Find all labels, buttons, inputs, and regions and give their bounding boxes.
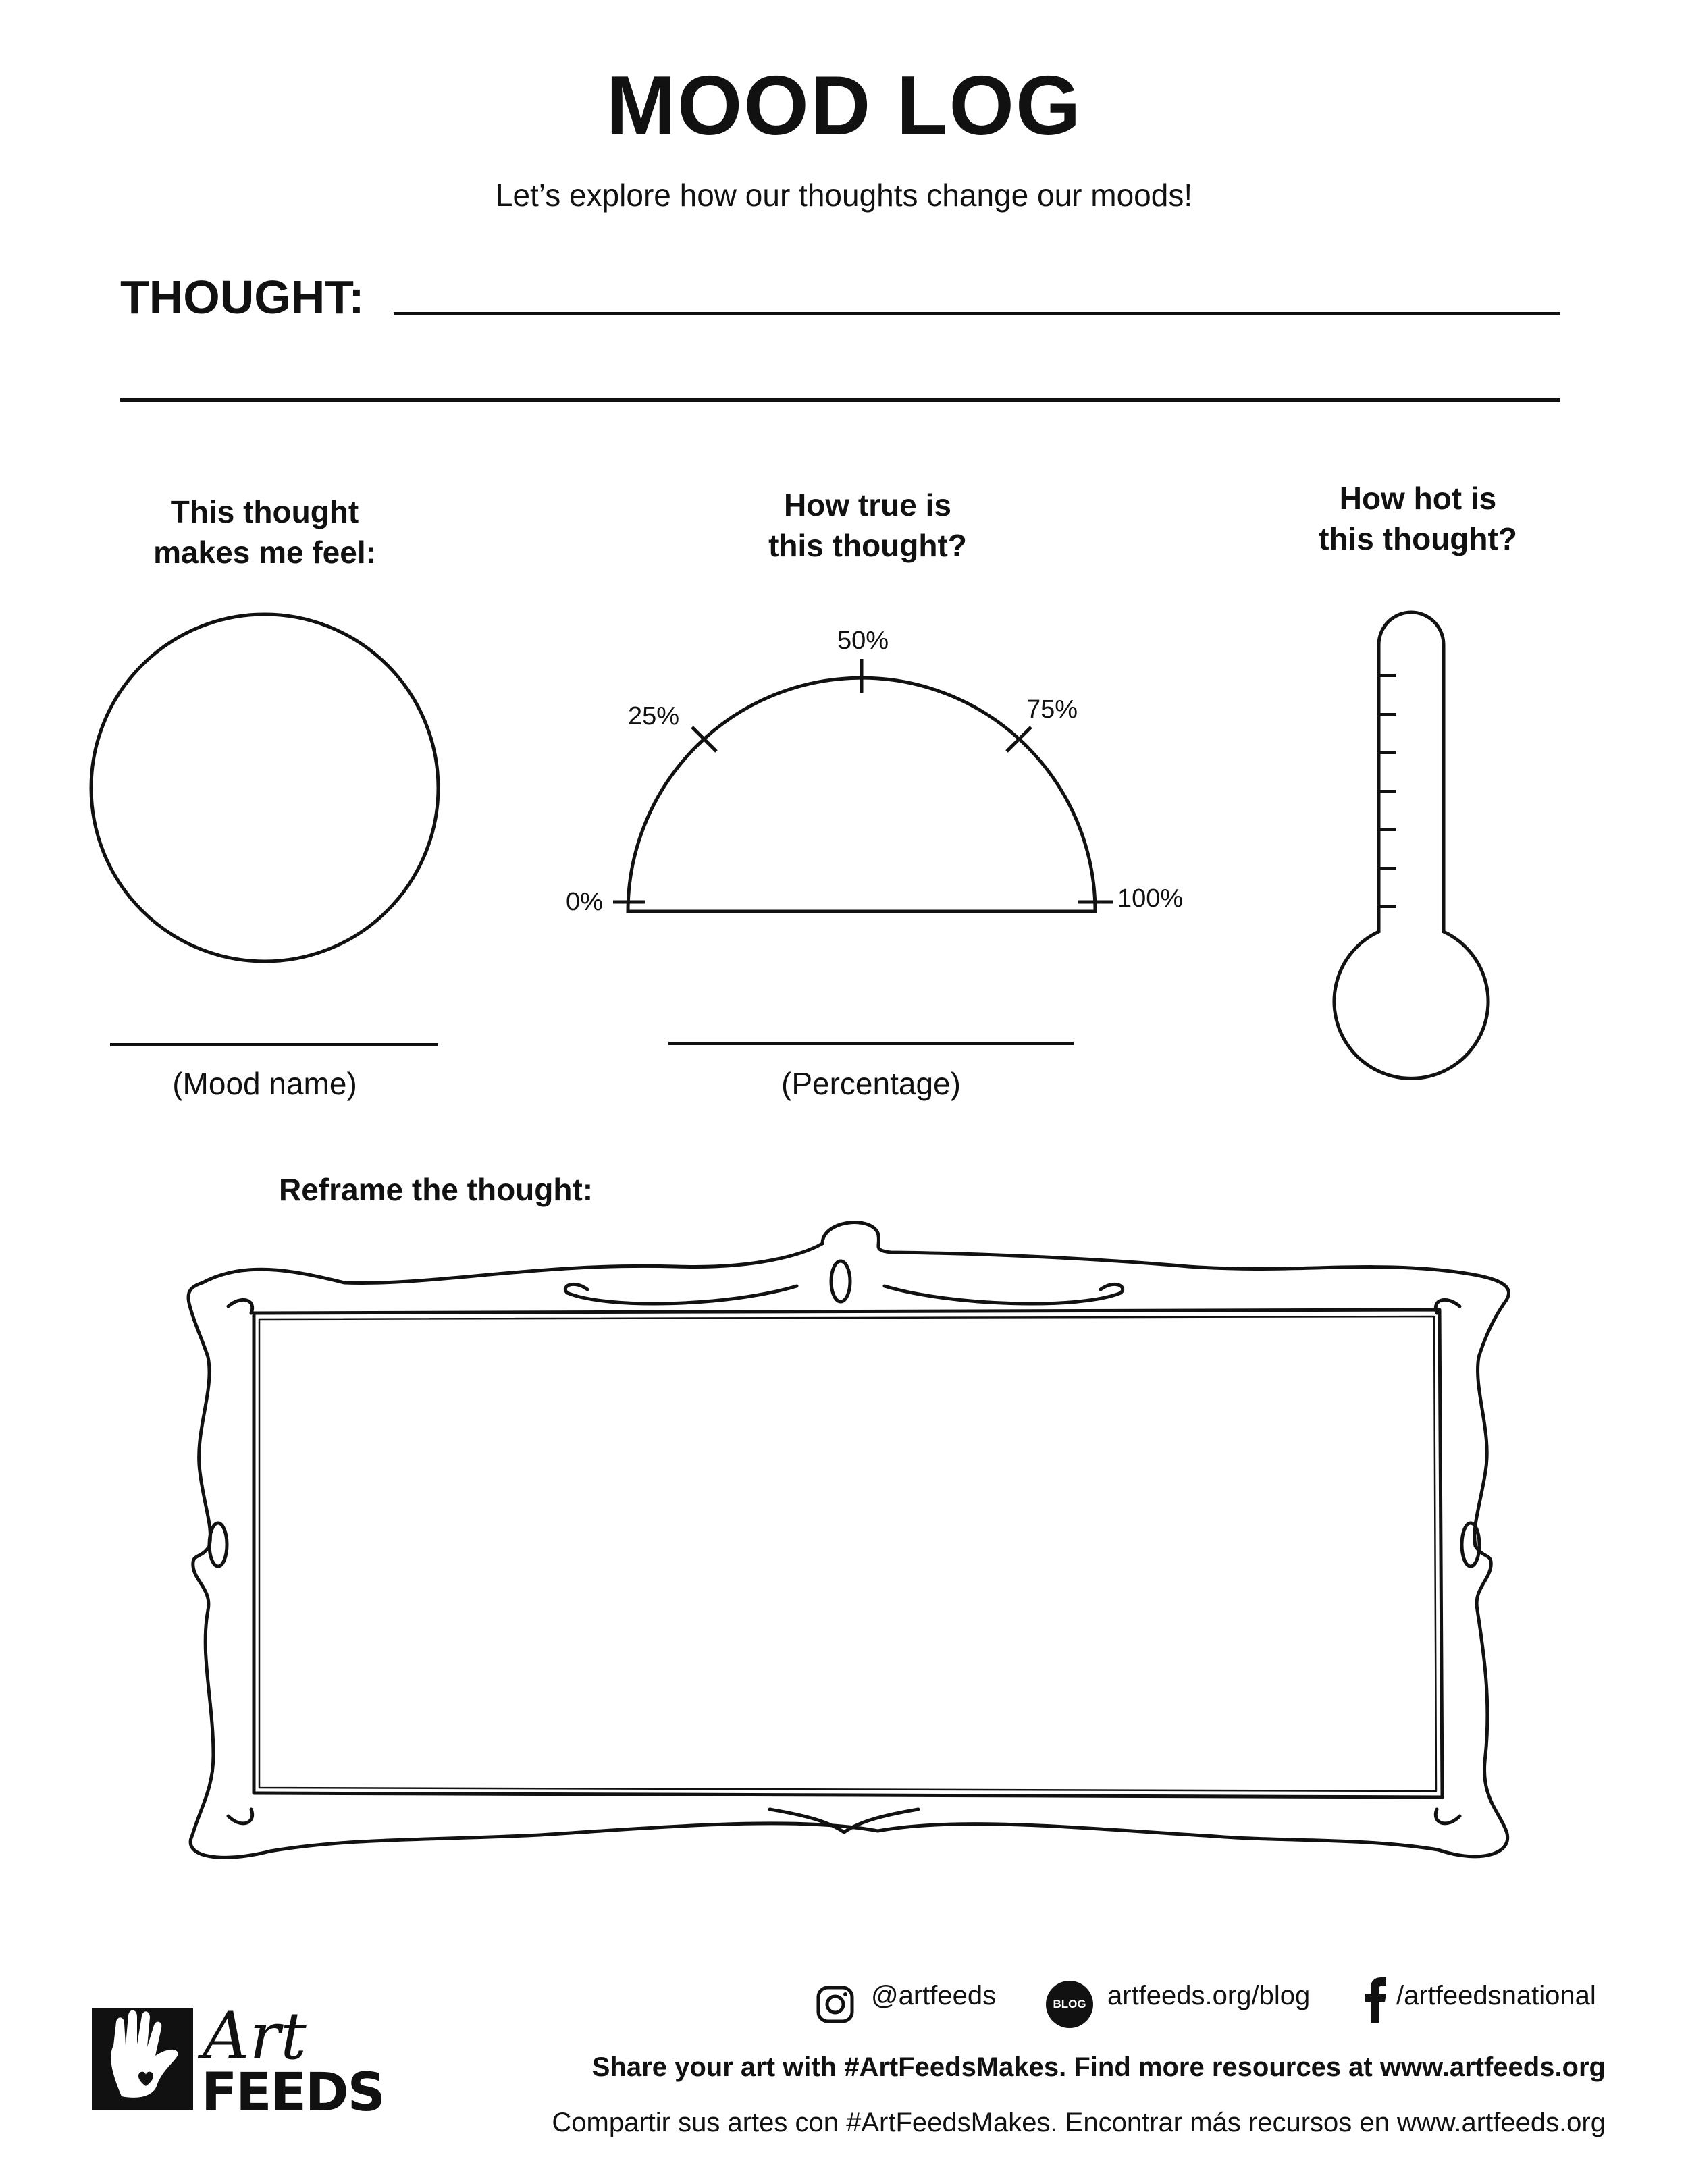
- percentage-caption: (Percentage): [781, 1066, 961, 1101]
- gauge-semicircle: [628, 678, 1095, 911]
- gauge-label-0: 0%: [566, 888, 603, 916]
- frame-corner-bl: [228, 1809, 253, 1823]
- thought-label: THOUGHT:: [120, 271, 365, 323]
- reframe-writing-area[interactable]: [263, 1323, 1428, 1786]
- thermometer-outline: [1334, 612, 1488, 1078]
- instagram-handle[interactable]: @artfeeds: [871, 1981, 997, 2010]
- hand-print-icon: [92, 2008, 193, 2110]
- footer-spanish: Compartir sus artes con #ArtFeedsMakes. Encontrar más recursos en www.artfeeds.org: [552, 2108, 1606, 2137]
- blog-icon[interactable]: BLOG: [1046, 1981, 1093, 2028]
- reframe-label: Reframe the thought:: [279, 1172, 594, 1207]
- gauge-label-100: 100%: [1117, 884, 1184, 913]
- heat-heading-line2: this thought?: [1319, 521, 1517, 556]
- mood-name-line[interactable]: [110, 1043, 438, 1046]
- gauge-label-75: 75%: [1026, 695, 1078, 724]
- facebook-link[interactable]: /artfeedsnational: [1396, 1981, 1596, 2010]
- facebook-icon[interactable]: [1365, 1977, 1386, 2023]
- frame-corner-tl: [228, 1300, 253, 1313]
- frame-swirl-left: [565, 1284, 797, 1304]
- instagram-icon[interactable]: [818, 1988, 852, 2021]
- frame-corner-br: [1435, 1809, 1460, 1823]
- mood-name-caption: (Mood name): [172, 1066, 357, 1101]
- page-title: MOOD LOG: [606, 59, 1082, 153]
- mood-heading-line1: This thought: [170, 494, 359, 529]
- gauge-label-50: 50%: [837, 627, 889, 655]
- percentage-line[interactable]: [668, 1042, 1074, 1045]
- blog-link[interactable]: artfeeds.org/blog: [1107, 1981, 1311, 2010]
- heat-heading-line1: How hot is: [1339, 481, 1497, 516]
- mood-circle[interactable]: [91, 614, 438, 961]
- page-subtitle: Let’s explore how our thoughts change our moods!: [495, 178, 1193, 213]
- truth-heading-line1: How true is: [784, 487, 951, 523]
- thermometer[interactable]: [1334, 612, 1488, 1078]
- frame-top-ornament: [831, 1261, 850, 1302]
- mood-heading-line2: makes me feel:: [153, 535, 376, 570]
- frame-swirl-right: [885, 1284, 1123, 1304]
- gauge-label-25: 25%: [628, 702, 680, 730]
- frame-left-ornament: [209, 1523, 227, 1566]
- truth-heading-line2: this thought?: [768, 528, 967, 563]
- footer-english: Share your art with #ArtFeedsMakes. Find more resources at www.artfeeds.org: [591, 2052, 1606, 2082]
- logo-art-text: Art: [203, 1998, 307, 2074]
- logo-feeds-text: FEEDS: [201, 2062, 384, 2123]
